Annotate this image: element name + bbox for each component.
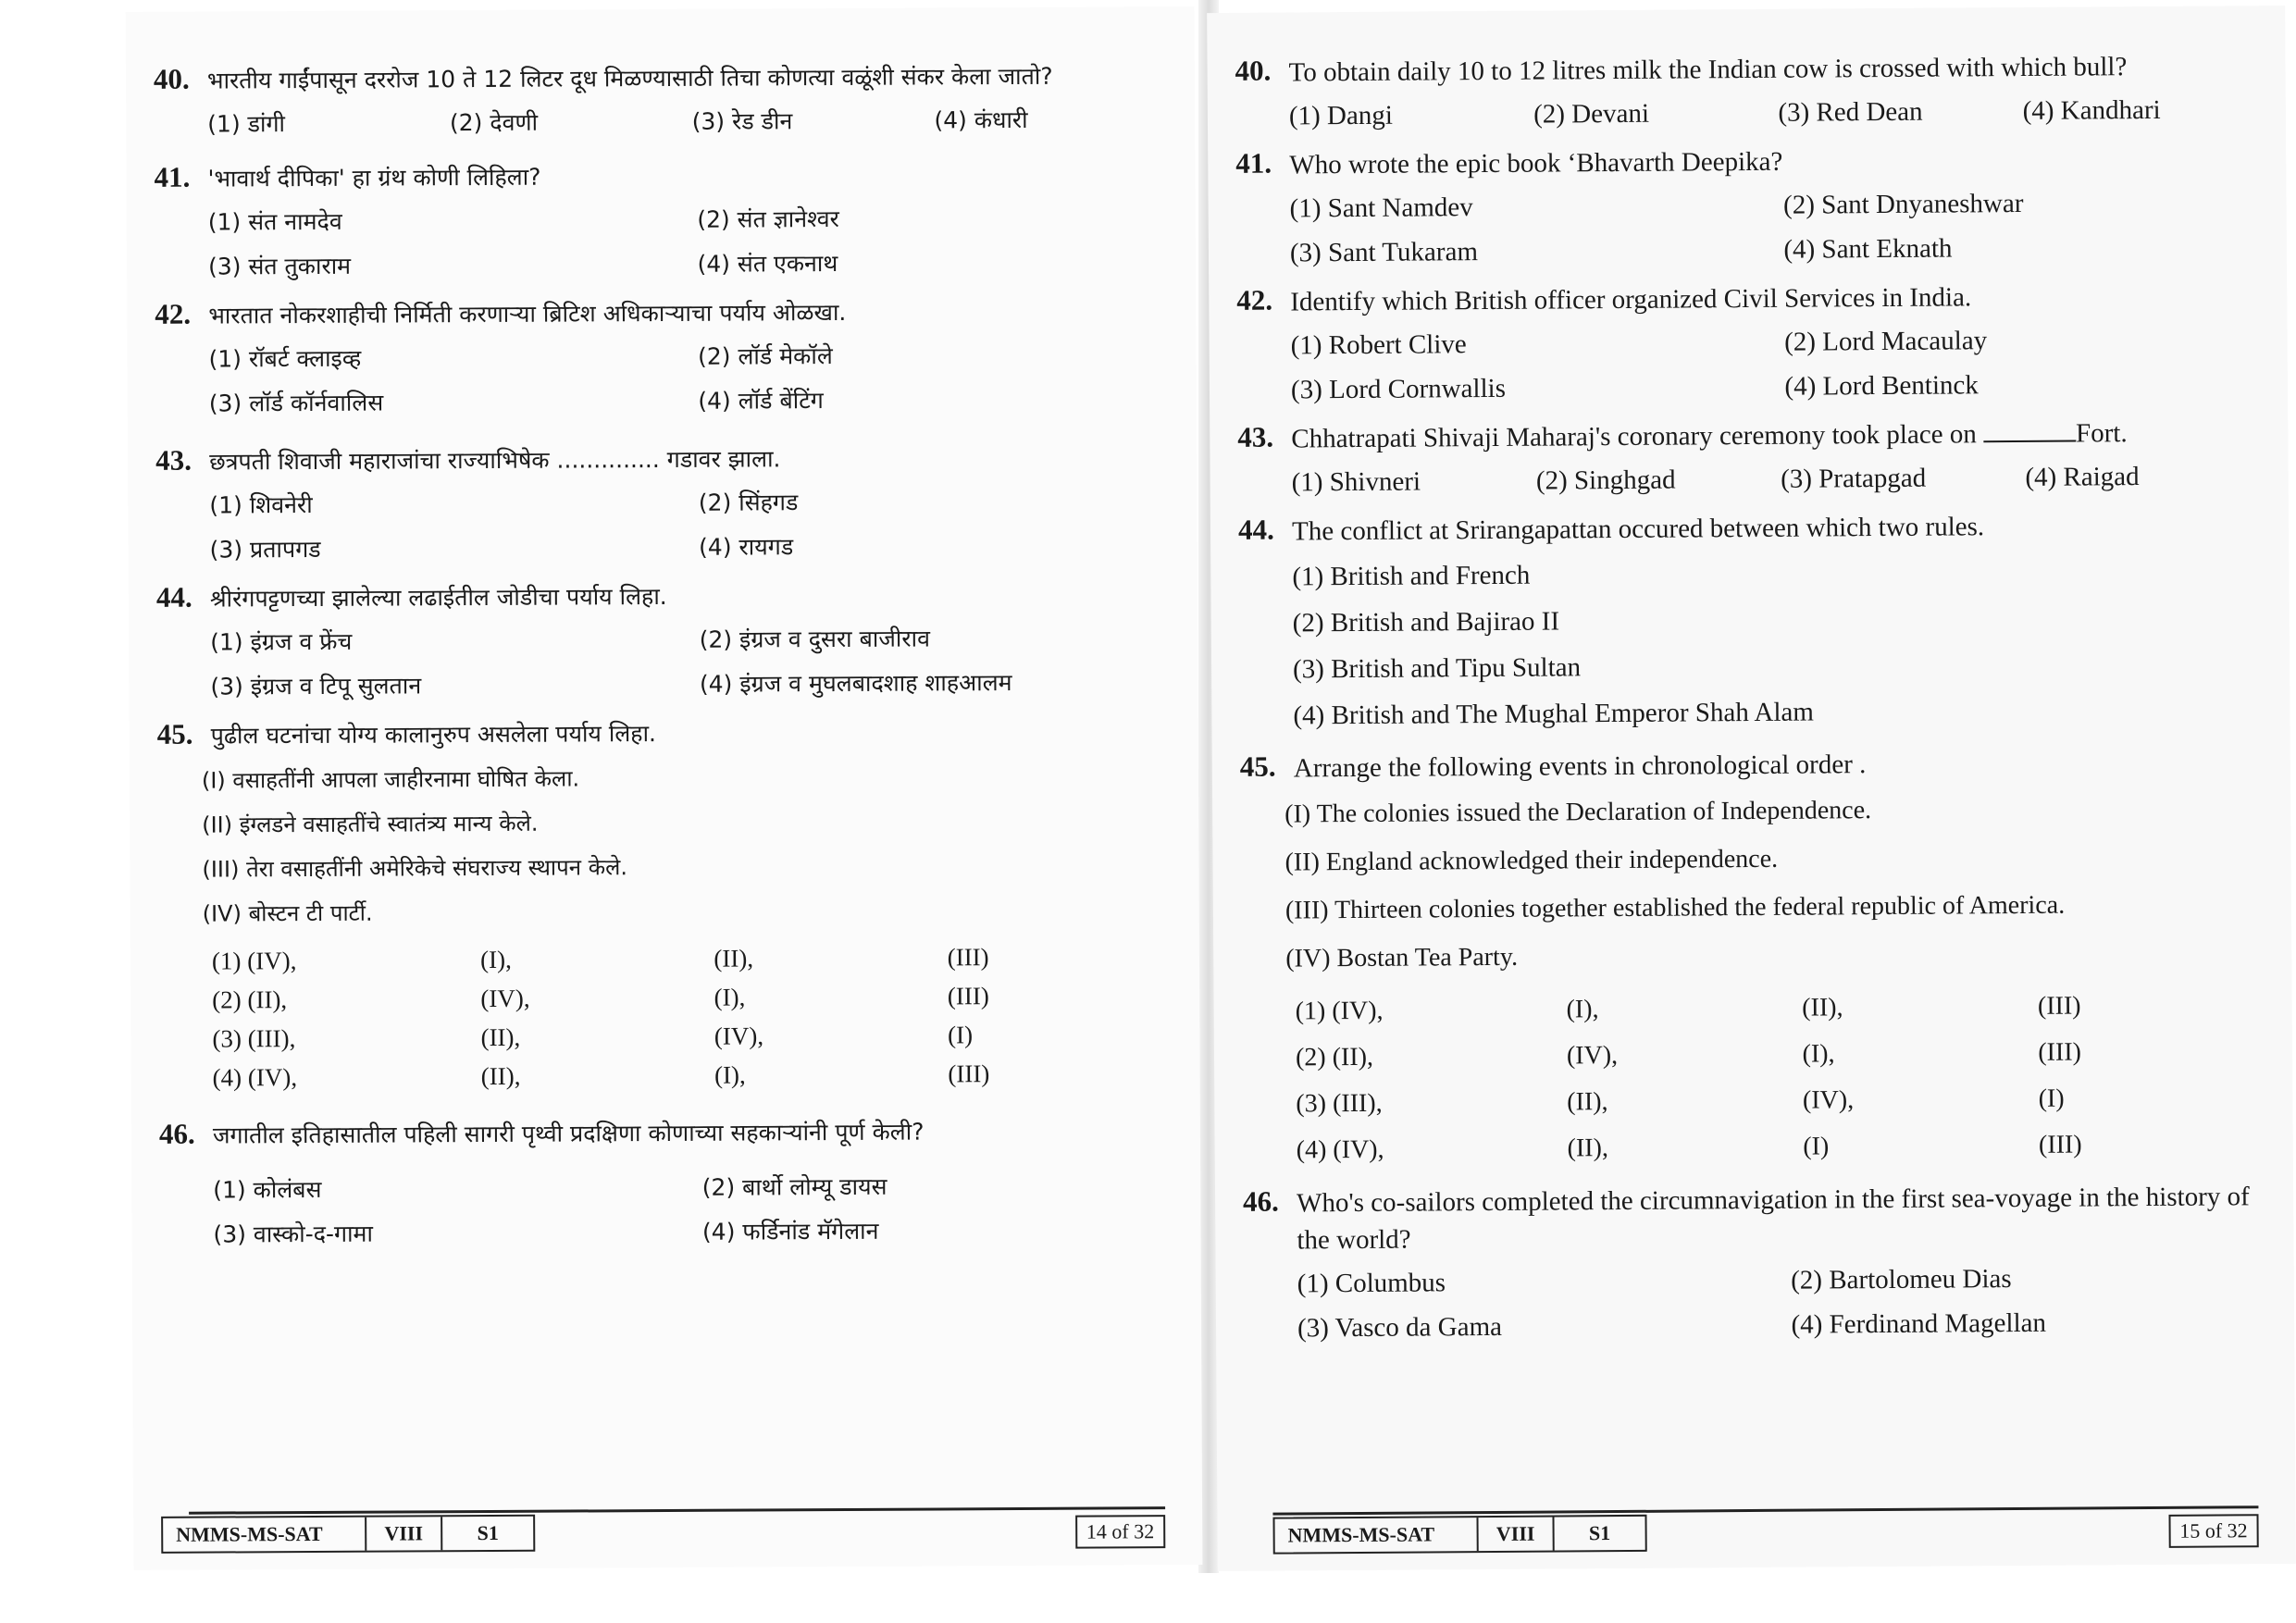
option-3: (3) Lord Cornwallis [1290,373,1507,405]
seq-cell: (IV), [480,984,530,1013]
sequence-row [1296,1074,2274,1127]
right-page-content [1235,47,2277,1571]
option-1: (1) शिवनेरी [209,490,313,519]
option-2: (2) सिंहगड [698,489,799,516]
option-2: (2) Singhgad [1535,465,1676,496]
option-4: (4) British and The Mughal Emperor Shah Alam [1293,697,1815,731]
option-1: (1) डांगी [207,110,286,138]
event-item: (II) इंग्लडने वसाहतींचे स्वातंत्र्य मान्य केले. [202,810,539,838]
page-footer [1272,1515,1646,1555]
question-46-mr [159,1112,1183,1255]
event-item: (IV) Bostan Tea Party. [1285,942,1519,973]
option-4: (4) रायगड [699,533,794,561]
option-1: (1) Columbus [1297,1268,1446,1299]
seq-cell: (II), [1802,993,1843,1022]
option-4: (4) इंग्रज व मुघलबादशाह शाहआलम [699,669,1012,698]
options [1297,1258,2277,1347]
question-40-en [1235,47,2267,136]
option-4: (4) Kandhari [2022,94,2161,126]
exam-code-box [161,1515,535,1554]
event-item: (III) Thirteen colonies together established the federal republic of America. [1285,890,2066,925]
question-number: 45. [156,717,193,750]
question-text: भारतीय गाईंपासून दररोज 10 ते 12 लिटर दूध मिळण्यासाठी तिचा कोणत्या वळूंशी संकर केला जातो? [206,62,1053,94]
sequence-options [212,936,1182,1096]
question-41-en [1235,140,2268,273]
question-text: भारतात नोकरशाहीची निर्मिती करणाऱ्या ब्रिटिश अधिकाऱ्याचा पर्याय ओळखा. [208,298,847,329]
seq-cell: (IV), [1802,1085,1855,1115]
page-number: 14 of 32 [1075,1515,1166,1549]
option-3: (3) Pratapgad [1781,463,1927,494]
question-41-mr [154,155,1177,287]
option-1: (1) Robert Clive [1290,329,1467,361]
option-1: (1) Dangi [1288,100,1393,131]
option-1: (1) Shivneri [1291,466,1421,498]
seq-cell: (I), [480,945,512,974]
event-list [1285,784,2273,983]
option-2: (2) Bartolomeu Dias [1791,1264,2012,1295]
option-1: (1) रॉबर्ट क्लाइव्ह [208,344,362,373]
exam-set: S1 [477,1520,499,1545]
seq-cell: (III) [947,943,989,972]
option-2: (2) Sant Dnyaneshwar [1782,188,2024,220]
sequence-row [1295,982,2273,1035]
seq-cell: (III) [2038,1130,2082,1159]
seq-cell: (I) [1803,1132,1830,1161]
exam-code: NMMS-MS-SAT [163,1518,366,1552]
question-number: 40. [153,62,190,95]
seq-cell: (3) (III), [1296,1088,1383,1119]
option-4: (4) Lord Bentinck [1784,370,1979,402]
question-number: 46. [158,1117,195,1150]
seq-cell: (IV), [714,1022,764,1050]
sequence-row [212,975,1181,1019]
option-2: (2) Devani [1533,98,1650,130]
question-text: Identify which British officer organized Civil Services in India. [1290,282,1972,317]
option-2: (2) संत ज्ञानेश्वर [697,205,839,233]
seq-cell: (II), [714,944,754,973]
left-page-content [154,57,1185,1570]
question-text-before: Chhatrapati Shivaji Maharaj's coronary ceremony took place on [1291,419,1977,454]
options [1292,547,2271,738]
event-item: (I) The colonies issued the Declaration of Independence. [1285,796,1872,829]
question-text: Arrange the following events in chronological order . [1293,750,1867,784]
option-4: (4) Ferdinand Magellan [1791,1307,2047,1340]
option-3: (3) British and Tipu Sultan [1292,652,1582,685]
question-text: Who's co-sailors completed the circumnavigation in the first sea-voyage in the history of the world? [1297,1182,2250,1256]
seq-cell: (3) (III), [212,1024,296,1053]
question-number: 43. [155,443,192,477]
option-3: (3) संत तुकाराम [207,252,352,280]
option-4: (4) संत एकनाथ [697,250,838,278]
question-text: जगातील इतिहासातील पहिली सागरी पृथ्वी प्रदक्षिणा कोणाच्या सहकाऱ्यांनी पूर्ण केली? [212,1118,925,1149]
question-number: 42. [155,297,192,330]
page-footer [161,1515,535,1554]
option-2: (2) लॉर्ड मेकॉले [697,342,833,370]
options [1289,182,2268,272]
option-4: (4) कंधारी [934,105,1028,134]
question-number: 44. [155,580,192,613]
question-number: 45. [1239,750,1276,783]
question-43-mr [155,439,1179,570]
option-2: (2) Lord Macaulay [1784,326,1988,357]
options [207,100,1176,143]
seq-cell: (I) [2038,1084,2065,1113]
question-42-en [1236,277,2269,410]
option-4: (4) Raigad [2025,462,2140,492]
seq-cell: (2) (II), [212,985,288,1014]
exam-code: NMMS-MS-SAT [1275,1518,1479,1553]
options [208,198,1177,286]
question-number: 42. [1236,283,1273,316]
option-3: (3) Sant Tukaram [1289,237,1479,268]
seq-cell: (III) [948,1059,990,1088]
sequence-row [212,936,1181,980]
seq-cell: (II), [1567,1087,1608,1117]
right-page [1207,6,2296,1571]
sequence-row [213,1053,1182,1096]
option-2: (2) इंग्रज व दुसरा बाजीराव [699,625,931,653]
question-text [1291,414,2269,457]
question-44-en [1238,506,2272,739]
seq-cell: (2) (II), [1295,1042,1374,1072]
seq-cell: (I), [714,983,746,1011]
seq-cell: (1) (IV), [211,947,297,975]
seq-cell: (I), [1802,1039,1835,1069]
question-46-en [1243,1178,2276,1348]
question-number: 41. [154,160,191,193]
options [1289,90,2267,135]
question-number: 44. [1237,513,1274,546]
option-3: (3) लॉर्ड कॉर्नवालिस [208,389,384,417]
sequence-row [212,1014,1181,1058]
left-page [126,6,1203,1570]
seq-cell: (1) (IV), [1295,996,1384,1026]
question-45-en [1240,743,2275,1174]
options [209,481,1178,569]
event-item: (I) वसाहतींनी आपला जाहीरनामा घोषित केला. [201,765,580,794]
options [1291,319,2270,409]
question-number: 41. [1235,146,1272,180]
exam-set: S1 [1588,1521,1611,1545]
option-3: (3) Red Dean [1778,96,1923,128]
seq-cell: (I) [948,1021,974,1049]
question-42-mr [155,292,1178,424]
question-number: 46. [1242,1184,1279,1218]
question-text: छत्रपती शिवाजी महाराजांचा राज्याभिषेक .............. गडावर झाला. [209,445,781,476]
options [210,618,1179,706]
option-3: (3) रेड डीन [691,107,793,135]
seq-cell: (I), [1566,995,1599,1024]
exam-code-box [1272,1515,1646,1555]
exam-std: VIII [366,1517,442,1550]
exam-std: VIII [1478,1518,1554,1552]
question-number: 43. [1237,420,1274,453]
question-text: Who wrote the epic book ‘Bhavarth Deepika? [1289,146,1783,180]
event-item: (III) तेरा वसाहतींनी अमेरिकेचे संघराज्य स्थापन केले. [202,854,628,883]
option-3: (3) इंग्रज व टिपू सुलतान [210,672,422,700]
seq-cell: (III) [947,982,989,1010]
option-1: (1) British and French [1292,560,1531,592]
option-2: (2) बार्थो लोम्यू डायस [701,1172,887,1201]
event-list [202,753,1181,936]
question-43-en [1237,414,2270,502]
option-4: (4) लॉर्ड बेंटिंग [698,387,824,415]
seq-cell: (4) (IV), [1296,1134,1384,1165]
seq-cell: (II), [480,1022,521,1052]
option-2: (2) देवणी [449,108,539,137]
event-item: (II) England acknowledged their independence. [1285,844,1779,877]
question-text: श्रीरंगपट्टणच्या झालेल्या लढाईतील जोडीचा पर्याय लिहा. [209,582,667,613]
option-4: (4) फर्डिनांड मॅगेलान [701,1217,879,1245]
seq-cell: (IV), [1566,1041,1619,1071]
sequence-options [1295,982,2274,1173]
question-44-mr [156,576,1180,707]
footer-rule [1272,1505,2258,1515]
options [213,1166,1182,1254]
options [208,335,1177,423]
event-item: (IV) बोस्टन टी पार्टी. [202,899,373,927]
seq-cell: (II), [1567,1134,1609,1163]
question-text: The conflict at Srirangapattan occured between which two rules. [1291,512,1985,547]
option-3: (3) वास्को-द-गामा [213,1220,374,1248]
question-number: 40. [1235,54,1272,87]
fill-blank [1983,418,2076,443]
sequence-row [1297,1121,2275,1173]
seq-cell: (III) [2038,1037,2082,1067]
seq-cell: (II), [480,1061,521,1091]
question-text: To obtain daily 10 to 12 litres milk the Indian cow is crossed with which bull? [1288,52,2128,88]
question-text: पुढील घटनांचा योग्य कालानुरुप असलेला पर्याय लिहा. [210,720,657,750]
option-4: (4) Sant Eknath [1783,233,1953,265]
option-2: (2) British and Bajirao II [1292,606,1560,638]
question-text-after: Fort. [2075,418,2128,449]
question-40-mr [154,57,1176,144]
seq-cell: (I), [714,1060,746,1089]
sequence-row [1296,1028,2274,1081]
option-1: (1) कोलंबस [213,1175,322,1204]
option-3: (3) Vasco da Gama [1297,1311,1503,1344]
question-45-mr [157,712,1182,1097]
seq-cell: (4) (IV), [212,1063,298,1092]
options [1292,456,2270,502]
option-1: (1) संत नामदेव [207,207,342,236]
seq-cell: (III) [2037,991,2081,1021]
option-1: (1) इंग्रज व फ्रेंच [210,627,353,656]
page-number: 15 of 32 [2168,1514,2259,1548]
question-text: 'भावार्थ दीपिका' हा ग्रंथ कोणी लिहिला? [207,163,541,192]
option-1: (1) Sant Namdev [1289,192,1473,224]
footer-rule [189,1506,1165,1515]
option-3: (3) प्रतापगड [209,535,321,564]
